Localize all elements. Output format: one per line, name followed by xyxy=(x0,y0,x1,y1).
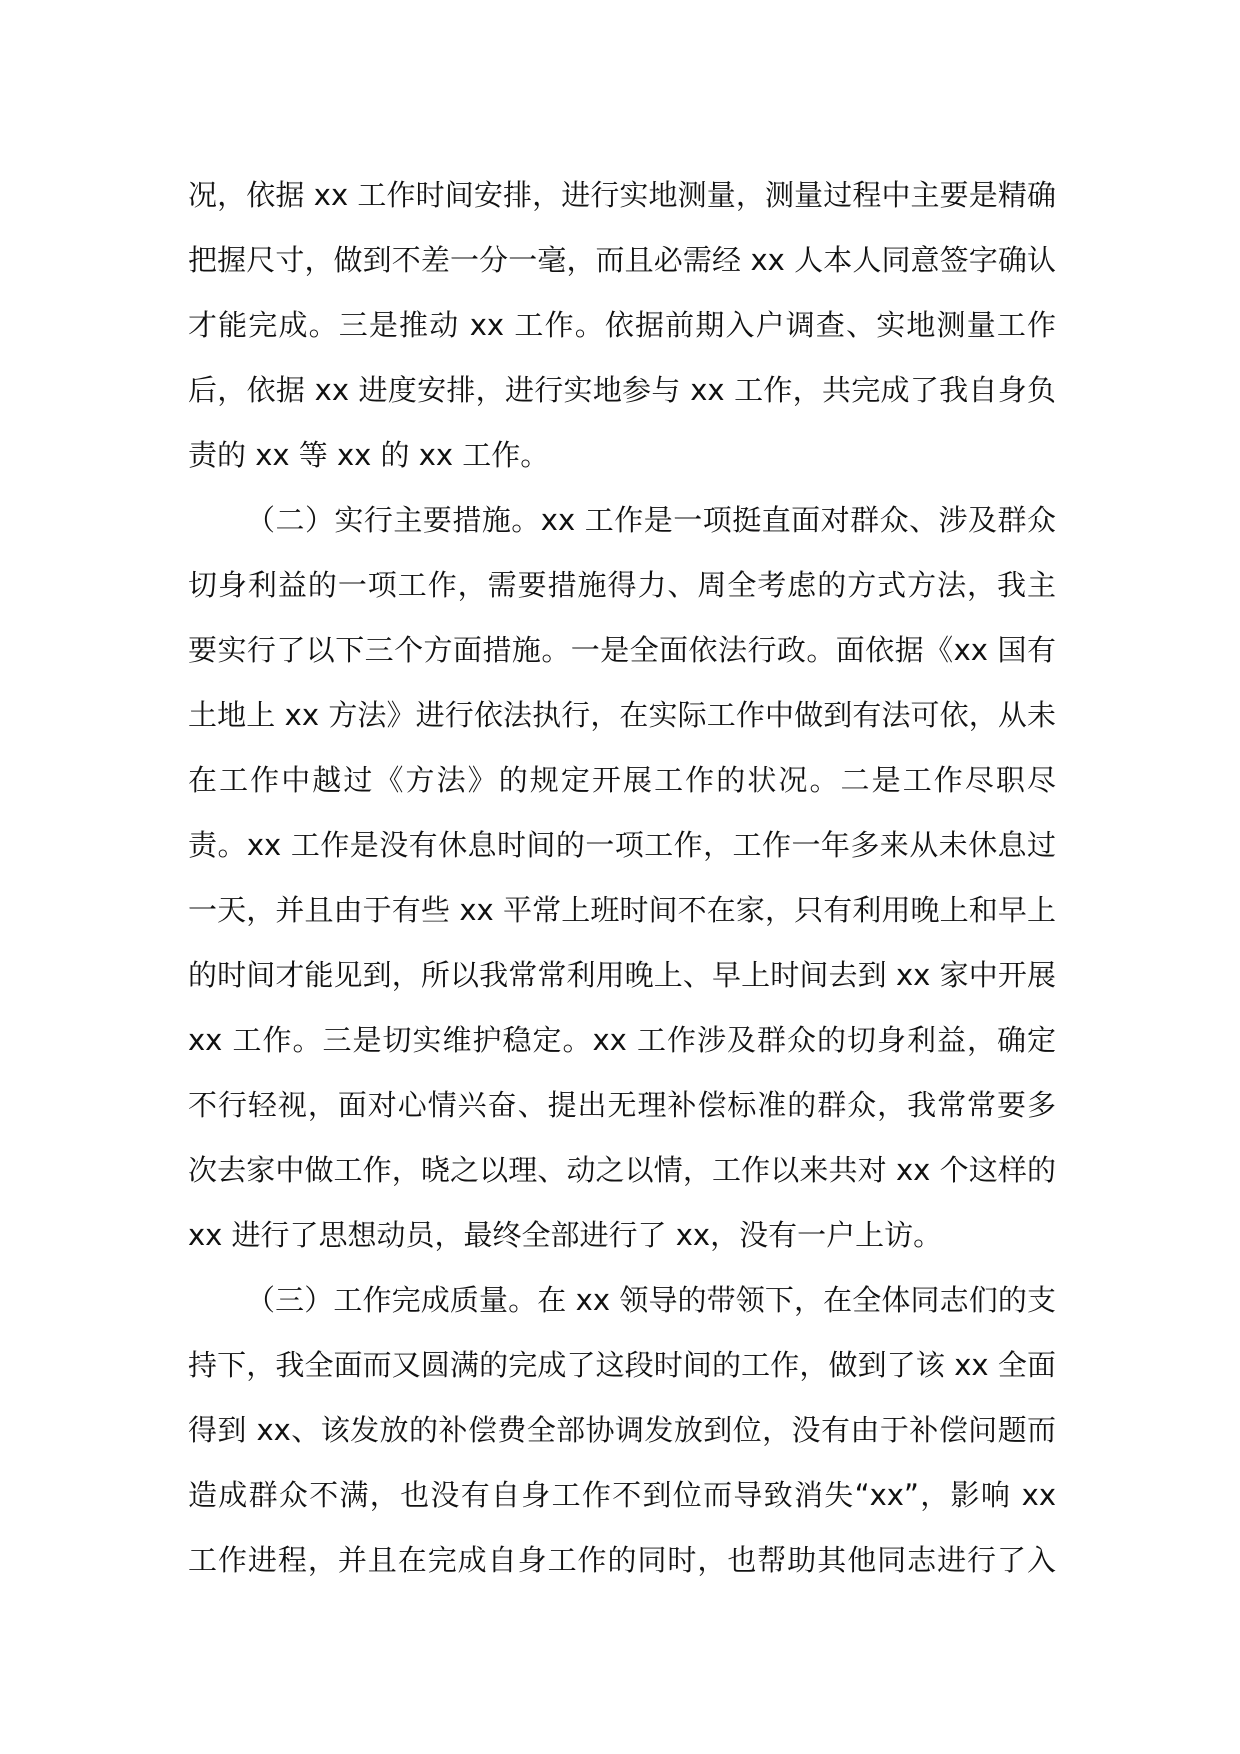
paragraph-heading-line: （三）工作完成质量。在 xx 领导的带领下，在全体同志们的支 xyxy=(246,1283,1056,1317)
text-line: 持下，我全面而又圆满的完成了这段时间的工作，做到了该 xx 全面 xyxy=(188,1348,1056,1382)
text-line: 切身利益的一项工作，需要措施得力、周全考虑的方式方法，我主 xyxy=(188,568,1056,602)
text-line: 把握尺寸，做到不差一分一毫，而且必需经 xx 人本人同意签字确认 xyxy=(188,243,1056,277)
text-line: 况，依据 xx 工作时间安排，进行实地测量，测量过程中主要是精确 xyxy=(188,178,1056,212)
text-line: xx 工作。三是切实维护稳定。xx 工作涉及群众的切身利益，确定 xyxy=(188,1023,1056,1057)
text-line: 土地上 xx 方法》进行依法执行，在实际工作中做到有法可依，从未 xyxy=(188,698,1056,732)
text-line: 后，依据 xx 进度安排，进行实地参与 xx 工作，共完成了我自身负 xyxy=(188,373,1056,407)
document-body-text xyxy=(188,163,1056,1593)
text-line: 一天，并且由于有些 xx 平常上班时间不在家，只有利用晚上和早上 xyxy=(188,893,1056,927)
paragraph-heading-line: （二）实行主要措施。xx 工作是一项挺直面对群众、涉及群众 xyxy=(246,503,1056,537)
text-line: 责。xx 工作是没有休息时间的一项工作，工作一年多来从未休息过 xyxy=(188,828,1056,862)
text-line: 工作进程，并且在完成自身工作的同时，也帮助其他同志进行了入 xyxy=(188,1543,1056,1577)
text-line: 造成群众不满，也没有自身工作不到位而导致消失“xx”，影响 xx xyxy=(188,1478,1056,1512)
text-line: 要实行了以下三个方面措施。一是全面依法行政。面依据《xx 国有 xyxy=(188,633,1056,667)
text-line: 责的 xx 等 xx 的 xx 工作。 xyxy=(188,438,550,472)
text-line: 不行轻视，面对心情兴奋、提出无理补偿标准的群众，我常常要多 xyxy=(188,1088,1056,1122)
text-line: 才能完成。三是推动 xx 工作。依据前期入户调查、实地测量工作 xyxy=(188,308,1056,342)
text-line: 次去家中做工作，晓之以理、动之以情，工作以来共对 xx 个这样的 xyxy=(188,1153,1056,1187)
text-line: 在工作中越过《方法》的规定开展工作的状况。二是工作尽职尽 xyxy=(188,763,1056,797)
text-line: 的时间才能见到，所以我常常利用晚上、早上时间去到 xx 家中开展 xyxy=(188,958,1056,992)
text-line: xx 进行了思想动员，最终全部进行了 xx，没有一户上访。 xyxy=(188,1218,943,1252)
text-line: 得到 xx、该发放的补偿费全部协调发放到位，没有由于补偿问题而 xyxy=(188,1413,1056,1447)
